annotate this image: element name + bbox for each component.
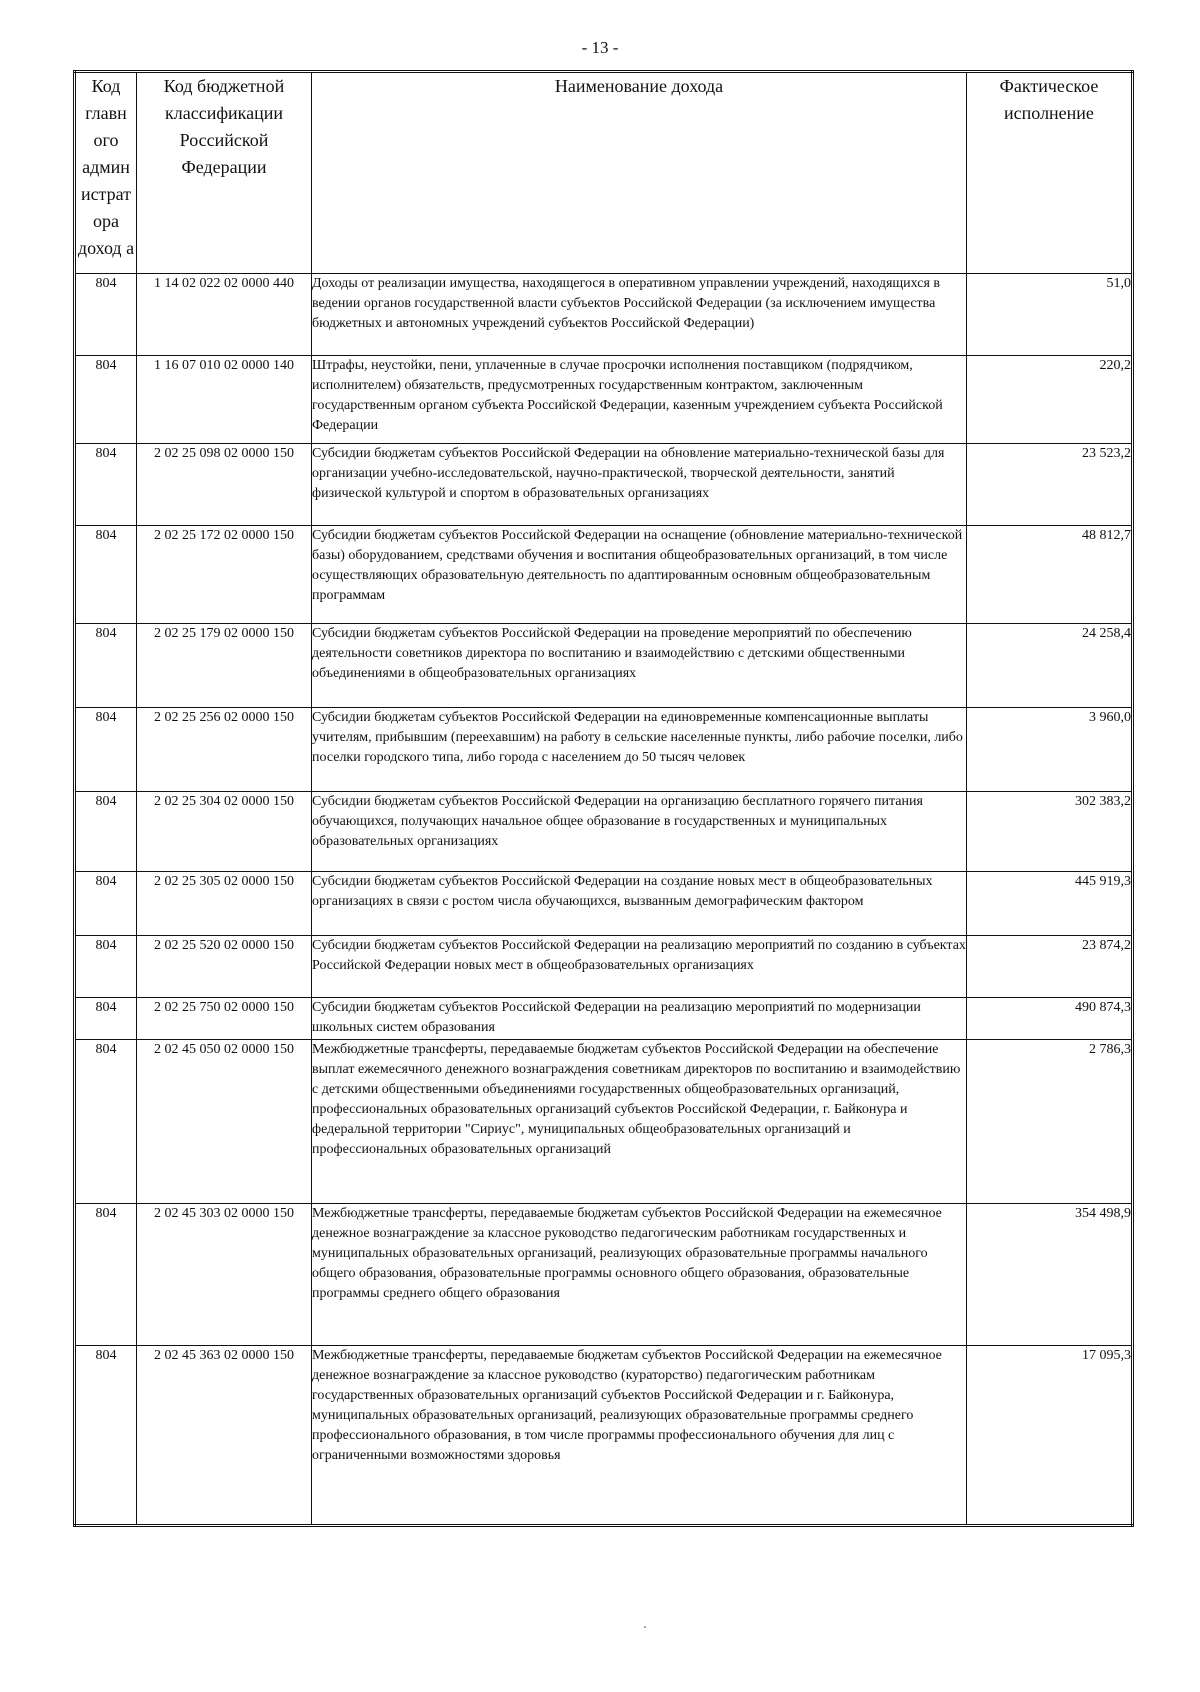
table-row xyxy=(75,872,1133,936)
admin-code-cell: 804 xyxy=(75,526,137,624)
table-row xyxy=(75,1346,1133,1526)
budget-code-cell: 2 02 45 303 02 0000 150 xyxy=(137,1204,312,1346)
income-name-cell: Субсидии бюджетам субъектов Российской Федерации на создание новых мест в общеобразовательных организациях в связи с ростом числа обучающихся, вызванным демографическим фактором xyxy=(312,872,967,936)
budget-code-cell: 2 02 25 304 02 0000 150 xyxy=(137,792,312,872)
budget-code-cell: 2 02 25 305 02 0000 150 xyxy=(137,872,312,936)
income-name-cell: Межбюджетные трансферты, передаваемые бюджетам субъектов Российской Федерации на обеспечение выплат ежемесячного денежного вознаграждения советникам директоров по воспитанию и взаимодействию с детскими общественными объединениями государственных общеобразовательных организаций, профессиональных образовательных организаций субъектов Российской Федерации, г. Байконура и федеральной территории "Сириус", муниципальных общеобразовательных организаций и профессиональных образовательных организаций xyxy=(312,1040,967,1204)
header-admin-code: Код главн ого админ истрат ора доход а xyxy=(75,72,137,274)
header-actual-execution: Фактическое исполнение xyxy=(967,72,1133,274)
header-income-name: Наименование дохода xyxy=(312,72,967,274)
income-name-cell: Субсидии бюджетам субъектов Российской Федерации на обновление материально-технической базы для организации учебно-исследовательской, научно-практической, творческой деятельности, занятий физической культурой и спортом в образовательных организациях xyxy=(312,444,967,526)
income-name-cell: Субсидии бюджетам субъектов Российской Федерации на проведение мероприятий по обеспечению деятельности советников директора по воспитанию и взаимодействию с детскими общественными объединениями в общеобразовательных организациях xyxy=(312,624,967,708)
admin-code-cell: 804 xyxy=(75,792,137,872)
amount-cell: 48 812,7 xyxy=(967,526,1133,624)
admin-code-cell: 804 xyxy=(75,624,137,708)
income-name-cell: Межбюджетные трансферты, передаваемые бюджетам субъектов Российской Федерации на ежемесячное денежное вознаграждение за классное руководство (кураторство) педагогическим работникам государственных образовательных организаций субъектов Российской Федерации и г. Байконура, муниципальных образовательных организаций, реализующих образовательные программы среднего профессионального образования, в том числе программы профессионального обучения для лиц с ограниченными возможностями здоровья xyxy=(312,1346,967,1526)
amount-cell: 445 919,3 xyxy=(967,872,1133,936)
admin-code-cell: 804 xyxy=(75,1040,137,1204)
scan-speck xyxy=(644,1626,646,1628)
income-name-cell: Субсидии бюджетам субъектов Российской Федерации на реализацию мероприятий по созданию в субъектах Российской Федерации новых мест в общеобразовательных организациях xyxy=(312,936,967,998)
table-row xyxy=(75,708,1133,792)
amount-cell: 354 498,9 xyxy=(967,1204,1133,1346)
budget-code-cell: 2 02 45 363 02 0000 150 xyxy=(137,1346,312,1526)
budget-code-cell: 2 02 25 098 02 0000 150 xyxy=(137,444,312,526)
income-name-cell: Субсидии бюджетам субъектов Российской Федерации на единовременные компенсационные выплаты учителям, прибывшим (переехавшим) на работу в сельские населенные пункты, либо рабочие поселки, либо поселки городского типа, либо города с населением до 50 тысяч человек xyxy=(312,708,967,792)
admin-code-cell: 804 xyxy=(75,1204,137,1346)
amount-cell: 3 960,0 xyxy=(967,708,1133,792)
amount-cell: 24 258,4 xyxy=(967,624,1133,708)
table-row xyxy=(75,356,1133,444)
admin-code-cell: 804 xyxy=(75,444,137,526)
admin-code-cell: 804 xyxy=(75,708,137,792)
amount-cell: 490 874,3 xyxy=(967,998,1133,1040)
table-row xyxy=(75,998,1133,1040)
budget-code-cell: 1 16 07 010 02 0000 140 xyxy=(137,356,312,444)
table-row xyxy=(75,444,1133,526)
income-table xyxy=(73,70,1134,1527)
budget-code-cell: 1 14 02 022 02 0000 440 xyxy=(137,274,312,356)
income-name-cell: Межбюджетные трансферты, передаваемые бюджетам субъектов Российской Федерации на ежемесячное денежное вознаграждение за классное руководство педагогическим работникам государственных и муниципальных образовательных организаций, реализующих образовательные программы начального общего образования, образовательные программы основного общего образования, образовательные программы среднего общего образования xyxy=(312,1204,967,1346)
table-header-row xyxy=(75,72,1133,274)
budget-code-cell: 2 02 25 750 02 0000 150 xyxy=(137,998,312,1040)
table-row xyxy=(75,624,1133,708)
admin-code-cell: 804 xyxy=(75,274,137,356)
admin-code-cell: 804 xyxy=(75,356,137,444)
amount-cell: 302 383,2 xyxy=(967,792,1133,872)
budget-code-cell: 2 02 25 520 02 0000 150 xyxy=(137,936,312,998)
admin-code-cell: 804 xyxy=(75,998,137,1040)
amount-cell: 17 095,3 xyxy=(967,1346,1133,1526)
income-name-cell: Доходы от реализации имущества, находящегося в оперативном управлении учреждений, находящихся в ведении органов государственной власти субъектов Российской Федерации (за исключением имущества бюджетных и автономных учреждений субъектов Российской Федерации) xyxy=(312,274,967,356)
header-budget-code: Код бюджетной классификации Российской Федерации xyxy=(137,72,312,274)
income-name-cell: Штрафы, неустойки, пени, уплаченные в случае просрочки исполнения поставщиком (подрядчиком, исполнителем) обязательств, предусмотренных государственным контрактом, заключенным государственным органом субъекта Российской Федерации, казенным учреждением субъекта Российской Федерации xyxy=(312,356,967,444)
admin-code-cell: 804 xyxy=(75,872,137,936)
table-row xyxy=(75,526,1133,624)
amount-cell: 51,0 xyxy=(967,274,1133,356)
income-name-cell: Субсидии бюджетам субъектов Российской Федерации на организацию бесплатного горячего питания обучающихся, получающих начальное общее образование в государственных и муниципальных образовательных организациях xyxy=(312,792,967,872)
table-row xyxy=(75,936,1133,998)
amount-cell: 220,2 xyxy=(967,356,1133,444)
income-name-cell: Субсидии бюджетам субъектов Российской Федерации на реализацию мероприятий по модернизации школьных систем образования xyxy=(312,998,967,1040)
budget-code-cell: 2 02 25 179 02 0000 150 xyxy=(137,624,312,708)
amount-cell: 23 523,2 xyxy=(967,444,1133,526)
page-number: - 13 - xyxy=(581,38,619,57)
table-row xyxy=(75,1040,1133,1204)
budget-code-cell: 2 02 25 256 02 0000 150 xyxy=(137,708,312,792)
table-row xyxy=(75,792,1133,872)
admin-code-cell: 804 xyxy=(75,1346,137,1526)
income-name-cell: Субсидии бюджетам субъектов Российской Федерации на оснащение (обновление материально-технической базы) оборудованием, средствами обучения и воспитания общеобразовательных организаций, в том числе осуществляющих образовательную деятельность по адаптированным основным общеобразовательным программам xyxy=(312,526,967,624)
table-row xyxy=(75,1204,1133,1346)
table-row xyxy=(75,274,1133,356)
amount-cell: 2 786,3 xyxy=(967,1040,1133,1204)
budget-code-cell: 2 02 25 172 02 0000 150 xyxy=(137,526,312,624)
admin-code-cell: 804 xyxy=(75,936,137,998)
amount-cell: 23 874,2 xyxy=(967,936,1133,998)
budget-code-cell: 2 02 45 050 02 0000 150 xyxy=(137,1040,312,1204)
